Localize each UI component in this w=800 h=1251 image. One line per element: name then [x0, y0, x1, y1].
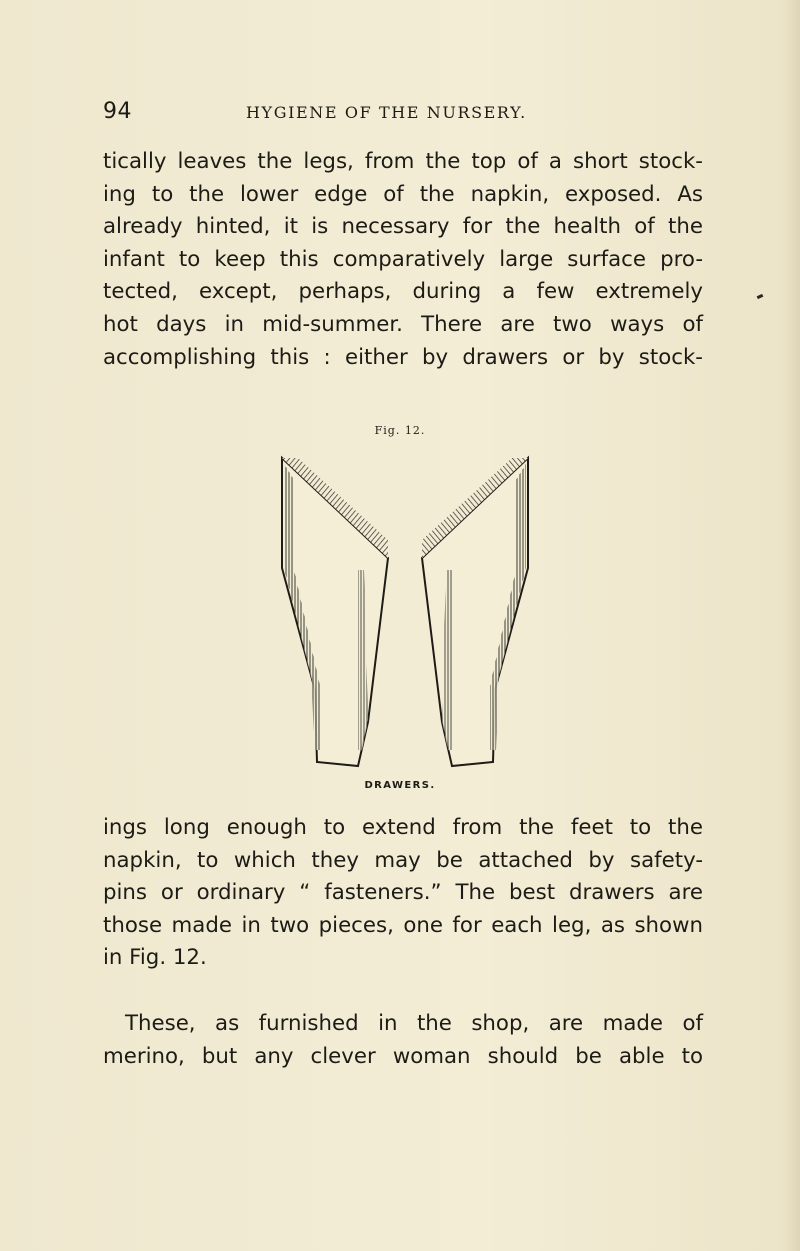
text-line: those made in two pieces, one for each leg, as shown: [103, 912, 703, 938]
text-line: infant to keep this comparatively large surface pro-: [103, 246, 703, 272]
right-leg-drawing: [422, 458, 528, 766]
paragraph-2: [103, 812, 703, 975]
paragraph-3: [103, 1008, 703, 1073]
text-line: accomplishing this : either by drawers or by stock-: [103, 344, 703, 370]
paragraph-1: [103, 146, 703, 374]
page-number: 94: [103, 99, 132, 124]
text-line: hot days in mid-summer. There are two ways of: [103, 311, 703, 337]
page-edge-shading: [782, 0, 800, 1251]
figure-caption: DRAWERS.: [364, 780, 436, 791]
text-line: napkin, to which they may be attached by safety-: [103, 847, 703, 873]
running-head: [103, 99, 703, 131]
left-leg-drawing: [282, 458, 388, 766]
text-line: ing to the lower edge of the napkin, exposed. As: [103, 181, 703, 207]
text-line: tically leaves the legs, from the top of a short stock-: [103, 149, 703, 174]
margin-mark: [757, 294, 764, 299]
figure-label: Fig. 12.: [374, 424, 426, 437]
text-line: ings long enough to extend from the feet to the: [103, 815, 703, 840]
text-line: in Fig. 12.: [103, 945, 207, 971]
text-line: merino, but any clever woman should be able to: [103, 1043, 703, 1069]
drawers-illustration: [270, 450, 540, 780]
running-title: HYGIENE OF THE NURSERY.: [246, 103, 527, 122]
text-line: tected, except, perhaps, during a few extremely: [103, 279, 703, 305]
text-line: pins or ordinary “ fasteners.” The best drawers are: [103, 880, 703, 906]
text-line: already hinted, it is necessary for the health of the: [103, 214, 703, 240]
text-line: These, as furnished in the shop, are made of: [125, 1011, 703, 1036]
